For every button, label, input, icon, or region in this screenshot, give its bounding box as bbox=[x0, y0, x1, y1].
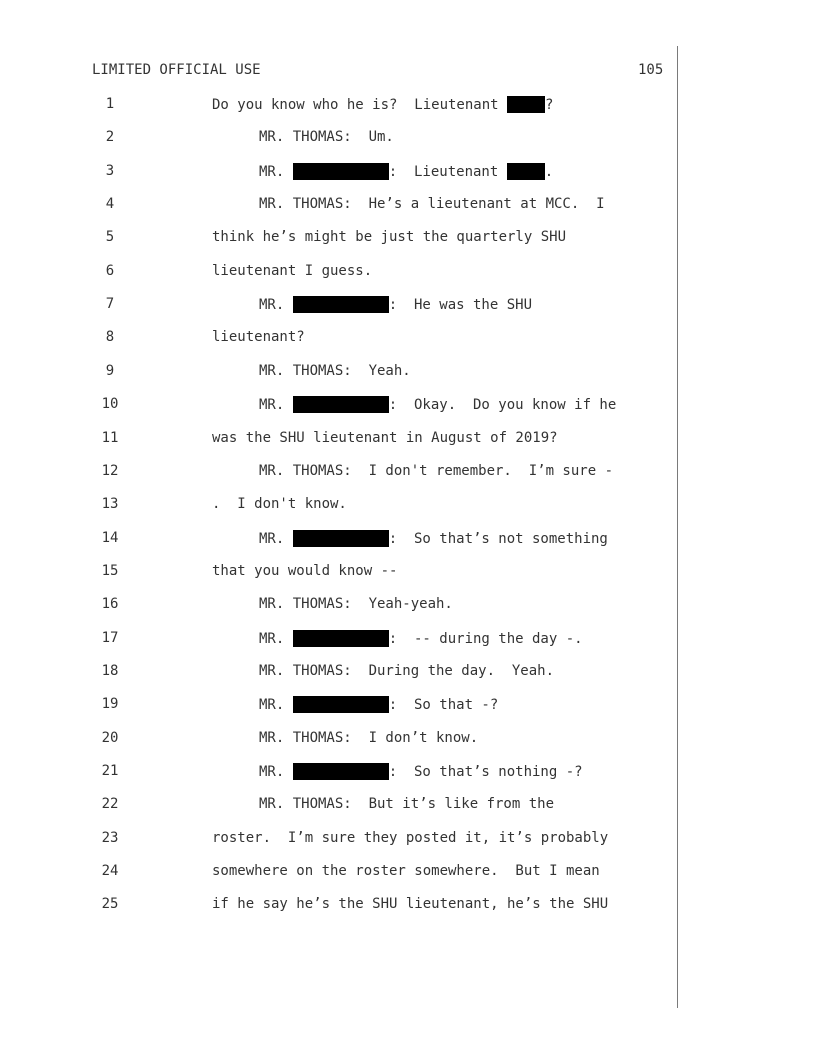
line-number: 20 bbox=[101, 730, 119, 746]
line-number: 14 bbox=[101, 530, 119, 546]
redaction-block bbox=[293, 763, 389, 780]
line-number: 13 bbox=[101, 496, 119, 512]
redaction-block bbox=[293, 696, 389, 713]
redaction-block bbox=[293, 163, 389, 180]
redaction-block bbox=[293, 396, 389, 413]
line-text-segment: MR. THOMAS: I don't remember. I’m sure - bbox=[259, 463, 614, 479]
line-number: 4 bbox=[105, 196, 115, 212]
transcript-line bbox=[259, 363, 411, 379]
line-text-segment: : -- during the day -. bbox=[388, 631, 583, 647]
line-text-segment: if he say he’s the SHU lieutenant, he’s the SHU bbox=[212, 896, 609, 912]
line-number: 1 bbox=[105, 96, 115, 112]
transcript-line bbox=[259, 296, 532, 313]
line-text-segment: Do you know who he is? Lieutenant bbox=[212, 97, 508, 113]
line-text-segment: MR. THOMAS: But it’s like from the bbox=[259, 796, 555, 812]
line-number: 22 bbox=[101, 796, 119, 812]
line-text-segment: . bbox=[544, 164, 554, 180]
line-text-segment: MR. bbox=[259, 631, 293, 647]
line-text-segment: . I don't know. bbox=[212, 496, 347, 512]
line-number: 23 bbox=[101, 830, 119, 846]
classification-marking: LIMITED OFFICIAL USE bbox=[92, 62, 261, 78]
line-text-segment: think he’s might be just the quarterly SHU bbox=[212, 229, 567, 245]
line-text-segment: MR. bbox=[259, 397, 293, 413]
line-text-segment: was the SHU lieutenant in August of 2019? bbox=[212, 430, 558, 446]
line-number: 7 bbox=[105, 296, 115, 312]
line-text-segment: roster. I’m sure they posted it, it’s probably bbox=[212, 830, 609, 846]
line-number: 21 bbox=[101, 763, 119, 779]
transcript-line bbox=[212, 263, 372, 279]
line-number: 24 bbox=[101, 863, 119, 879]
transcript-line bbox=[259, 796, 554, 812]
transcript-line bbox=[259, 396, 616, 413]
redaction-block bbox=[507, 163, 545, 180]
line-number: 9 bbox=[105, 363, 115, 379]
line-text-segment: lieutenant? bbox=[212, 329, 305, 345]
transcript-line bbox=[212, 563, 397, 579]
line-text-segment: : So that’s not something bbox=[388, 531, 608, 547]
line-number: 3 bbox=[105, 163, 115, 179]
line-text-segment: MR. bbox=[259, 697, 293, 713]
line-number: 17 bbox=[101, 630, 119, 646]
line-text-segment: MR. THOMAS: He’s a lieutenant at MCC. I bbox=[259, 196, 605, 212]
line-text-segment: MR. bbox=[259, 764, 293, 780]
transcript-line bbox=[259, 663, 554, 679]
transcript-line bbox=[212, 896, 608, 912]
line-text-segment: : So that -? bbox=[388, 697, 499, 713]
line-number: 18 bbox=[101, 663, 119, 679]
line-number: 5 bbox=[105, 229, 115, 245]
transcript-line bbox=[259, 730, 478, 746]
transcript-line bbox=[259, 196, 605, 212]
transcript-line bbox=[259, 763, 583, 780]
line-text-segment: MR. bbox=[259, 531, 293, 547]
transcript-line bbox=[259, 630, 583, 647]
redaction-block bbox=[507, 96, 545, 113]
line-number: 25 bbox=[101, 896, 119, 912]
right-margin-rule bbox=[677, 46, 678, 1008]
line-text-segment: : He was the SHU bbox=[388, 297, 533, 313]
transcript-line bbox=[212, 830, 608, 846]
transcript-line bbox=[259, 129, 394, 145]
transcript-line bbox=[212, 96, 553, 113]
line-text-segment: MR. THOMAS: During the day. Yeah. bbox=[259, 663, 555, 679]
redaction-block bbox=[293, 530, 389, 547]
transcript-line bbox=[259, 163, 553, 180]
line-number: 6 bbox=[105, 263, 115, 279]
line-text-segment: : Okay. Do you know if he bbox=[388, 397, 617, 413]
line-number: 11 bbox=[101, 430, 119, 446]
line-text-segment: somewhere on the roster somewhere. But I mean bbox=[212, 863, 600, 879]
line-text-segment: that you would know -- bbox=[212, 563, 398, 579]
transcript-line bbox=[212, 496, 347, 512]
page-number: 105 bbox=[638, 62, 664, 78]
line-number: 8 bbox=[105, 329, 115, 345]
line-text-segment: MR. THOMAS: Yeah-yeah. bbox=[259, 596, 453, 612]
line-number: 15 bbox=[101, 563, 119, 579]
line-text-segment: ? bbox=[545, 97, 554, 113]
transcript-line bbox=[212, 329, 305, 345]
redaction-block bbox=[293, 630, 389, 647]
transcript-line bbox=[259, 463, 613, 479]
line-text-segment: MR. THOMAS: I don’t know. bbox=[259, 730, 479, 746]
line-text-segment: lieutenant I guess. bbox=[212, 263, 373, 279]
redaction-block bbox=[293, 296, 389, 313]
line-text-segment: MR. bbox=[259, 297, 293, 313]
line-number: 10 bbox=[101, 396, 119, 412]
line-number: 12 bbox=[101, 463, 119, 479]
transcript-line bbox=[259, 696, 498, 713]
line-text-segment: MR. THOMAS: Um. bbox=[259, 129, 394, 145]
line-text-segment: : Lieutenant bbox=[388, 164, 507, 180]
line-text-segment: MR. THOMAS: Yeah. bbox=[259, 363, 411, 379]
transcript-line bbox=[259, 530, 608, 547]
transcript-line bbox=[212, 863, 600, 879]
line-text-segment: MR. bbox=[259, 164, 293, 180]
transcript-line bbox=[259, 596, 453, 612]
line-number: 19 bbox=[101, 696, 119, 712]
line-number: 2 bbox=[105, 129, 115, 145]
line-text-segment: : So that’s nothing -? bbox=[388, 764, 583, 780]
transcript-line bbox=[212, 229, 566, 245]
line-number: 16 bbox=[101, 596, 119, 612]
transcript-line bbox=[212, 430, 558, 446]
